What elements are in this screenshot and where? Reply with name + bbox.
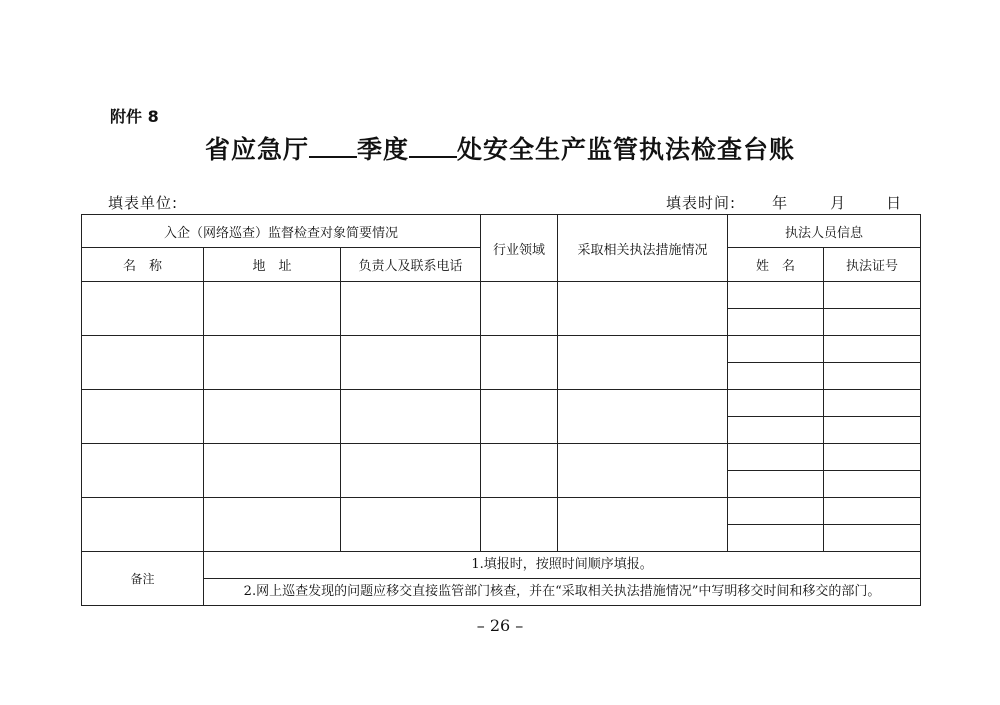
cell-cert[interactable] bbox=[824, 282, 921, 309]
cell-officer-name[interactable] bbox=[728, 498, 824, 525]
table-row bbox=[82, 444, 921, 471]
cell-contact[interactable] bbox=[341, 282, 481, 336]
cell-officer-name[interactable] bbox=[728, 525, 824, 552]
cell-officer-name[interactable] bbox=[728, 336, 824, 363]
attachment-label: 附件 8 bbox=[110, 107, 159, 126]
header-cert: 执法证号 bbox=[824, 248, 921, 282]
header-address: 地 址 bbox=[204, 248, 341, 282]
cell-cert[interactable] bbox=[824, 471, 921, 498]
fill-unit-label: 填表单位: bbox=[108, 194, 179, 212]
cell-name[interactable] bbox=[82, 390, 204, 444]
cell-officer-name[interactable] bbox=[728, 444, 824, 471]
fill-time bbox=[666, 192, 902, 213]
cell-address[interactable] bbox=[204, 336, 341, 390]
cell-industry[interactable] bbox=[481, 444, 558, 498]
cell-name[interactable] bbox=[82, 282, 204, 336]
cell-measures[interactable] bbox=[558, 390, 728, 444]
header-officer-name: 姓 名 bbox=[728, 248, 824, 282]
document-title bbox=[0, 130, 1000, 166]
cell-cert[interactable] bbox=[824, 498, 921, 525]
header-industry: 行业领域 bbox=[481, 215, 558, 282]
remarks-note-2: 2.网上巡查发现的问题应移交直接监管部门核查，并在“采取相关执法措施情况”中写明移交时间和移交的部门。 bbox=[204, 579, 921, 606]
fill-time-label: 填表时间: bbox=[666, 194, 737, 212]
header-officer-info: 执法人员信息 bbox=[728, 215, 921, 248]
cell-cert[interactable] bbox=[824, 417, 921, 444]
cell-officer-name[interactable] bbox=[728, 417, 824, 444]
title-part-2: 季度 bbox=[356, 135, 409, 164]
cell-officer-name[interactable] bbox=[728, 282, 824, 309]
cell-contact[interactable] bbox=[341, 498, 481, 552]
inspection-ledger-table bbox=[81, 214, 921, 606]
cell-measures[interactable] bbox=[558, 282, 728, 336]
header-name: 名 称 bbox=[82, 248, 204, 282]
cell-measures[interactable] bbox=[558, 498, 728, 552]
cell-officer-name[interactable] bbox=[728, 363, 824, 390]
cell-industry[interactable] bbox=[481, 390, 558, 444]
cell-address[interactable] bbox=[204, 498, 341, 552]
cell-industry[interactable] bbox=[481, 498, 558, 552]
cell-cert[interactable] bbox=[824, 309, 921, 336]
table-row bbox=[82, 282, 921, 309]
cell-industry[interactable] bbox=[481, 336, 558, 390]
header-row-1 bbox=[82, 215, 921, 248]
remarks-note-1: 1.填报时，按照时间顺序填报。 bbox=[204, 552, 921, 579]
fill-time-month: 月 bbox=[830, 194, 847, 212]
cell-contact[interactable] bbox=[341, 336, 481, 390]
title-part-3: 处安全生产监管执法检查台账 bbox=[457, 135, 796, 164]
cell-contact[interactable] bbox=[341, 444, 481, 498]
fill-time-year: 年 bbox=[772, 194, 789, 212]
page-number: – 26 – bbox=[476, 616, 524, 635]
remarks-label: 备注 bbox=[82, 552, 204, 606]
cell-name[interactable] bbox=[82, 498, 204, 552]
cell-address[interactable] bbox=[204, 282, 341, 336]
remarks-row-2 bbox=[82, 579, 921, 606]
header-contact: 负责人及联系电话 bbox=[341, 248, 481, 282]
cell-officer-name[interactable] bbox=[728, 309, 824, 336]
fill-time-day: 日 bbox=[886, 194, 903, 212]
title-blank-2 bbox=[409, 136, 457, 158]
cell-cert[interactable] bbox=[824, 336, 921, 363]
cell-cert[interactable] bbox=[824, 525, 921, 552]
cell-name[interactable] bbox=[82, 336, 204, 390]
cell-measures[interactable] bbox=[558, 336, 728, 390]
cell-address[interactable] bbox=[204, 444, 341, 498]
cell-industry[interactable] bbox=[481, 282, 558, 336]
remarks-row-1 bbox=[82, 552, 921, 579]
table-row bbox=[82, 390, 921, 417]
cell-officer-name[interactable] bbox=[728, 390, 824, 417]
cell-cert[interactable] bbox=[824, 444, 921, 471]
cell-measures[interactable] bbox=[558, 444, 728, 498]
table-row bbox=[82, 498, 921, 525]
table-row bbox=[82, 336, 921, 363]
title-part-1: 省应急厅 bbox=[204, 135, 309, 164]
title-blank-1 bbox=[309, 136, 357, 158]
header-measures: 采取相关执法措施情况 bbox=[558, 215, 728, 282]
cell-cert[interactable] bbox=[824, 363, 921, 390]
cell-officer-name[interactable] bbox=[728, 471, 824, 498]
cell-address[interactable] bbox=[204, 390, 341, 444]
header-target-info: 入企（网络巡查）监督检查对象简要情况 bbox=[82, 215, 481, 248]
cell-contact[interactable] bbox=[341, 390, 481, 444]
cell-name[interactable] bbox=[82, 444, 204, 498]
cell-cert[interactable] bbox=[824, 390, 921, 417]
